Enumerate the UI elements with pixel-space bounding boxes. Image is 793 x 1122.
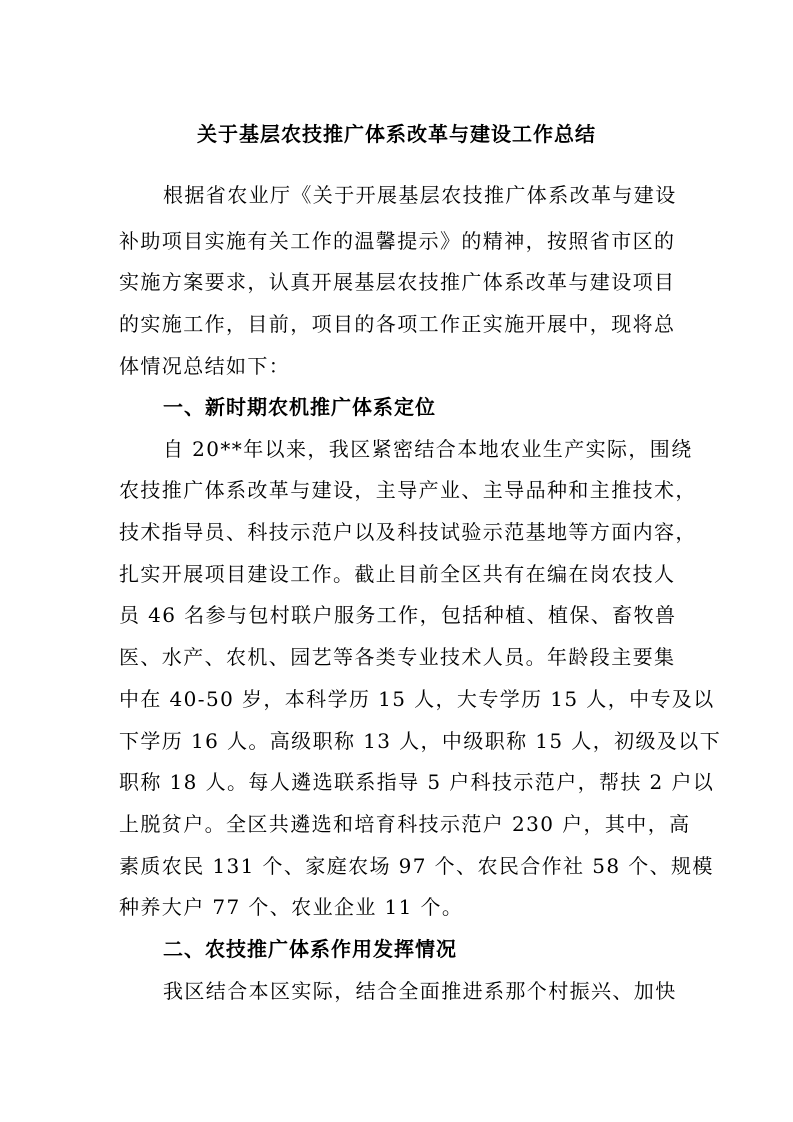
section-heading-2: 二、农技推广体系作用发挥情况 xyxy=(163,937,457,961)
paragraph-line: 职称 18 人。每人遴选联系指导 5 户科技示范户，帮扶 2 户以 xyxy=(119,770,715,794)
paragraph-line: 自 20**年以来，我区紧密结合本地农业生产实际，围绕 xyxy=(163,437,693,461)
intro-line: 实施方案要求，认真开展基层农技推广体系改革与建设项目 xyxy=(119,270,676,294)
intro-line: 根据省农业厅《关于开展基层农技推广体系改革与建设 xyxy=(163,183,677,207)
paragraph-line: 素质农民 131 个、家庭农场 97 个、农民合作社 58 个、规模 xyxy=(119,854,714,878)
section-heading-1: 一、新时期农机推广体系定位 xyxy=(163,395,436,419)
intro-line: 补助项目实施有关工作的温馨提示》的精神，按照省市区的 xyxy=(119,229,676,253)
paragraph-line: 技术指导员、科技示范户以及科技试验示范基地等方面内容， xyxy=(119,520,697,544)
intro-line: 体情况总结如下： xyxy=(119,354,291,378)
paragraph-line: 农技推广体系改革与建设，主导产业、主导品种和主推技术， xyxy=(119,478,697,502)
paragraph-line: 下学历 16 人。高级职称 13 人，中级职称 15 人，初级及以下 xyxy=(119,729,722,753)
paragraph-line: 种养大户 77 个、农业企业 11 个。 xyxy=(119,895,464,919)
document-title: 关于基层农技推广体系改革与建设工作总结 xyxy=(197,122,596,146)
paragraph-line: 扎实开展项目建设工作。截止目前全区共有在编在岗农技人 xyxy=(119,562,676,586)
paragraph-line: 医、水产、农机、园艺等各类专业技术人员。年龄段主要集 xyxy=(119,645,676,669)
intro-line: 的实施工作，目前，项目的各项工作正实施开展中，现将总 xyxy=(119,312,676,336)
paragraph-line: 中在 40-50 岁，本科学历 15 人，大专学历 15 人，中专及以 xyxy=(119,687,715,711)
paragraph-line: 员 46 名参与包村联户服务工作，包括种植、植保、畜牧兽 xyxy=(119,603,677,627)
paragraph-line: 上脱贫户。全区共遴选和培育科技示范户 230 户，其中，高 xyxy=(119,812,691,836)
paragraph-line: 我区结合本区实际，结合全面推进系那个村振兴、加快 xyxy=(163,979,677,1003)
